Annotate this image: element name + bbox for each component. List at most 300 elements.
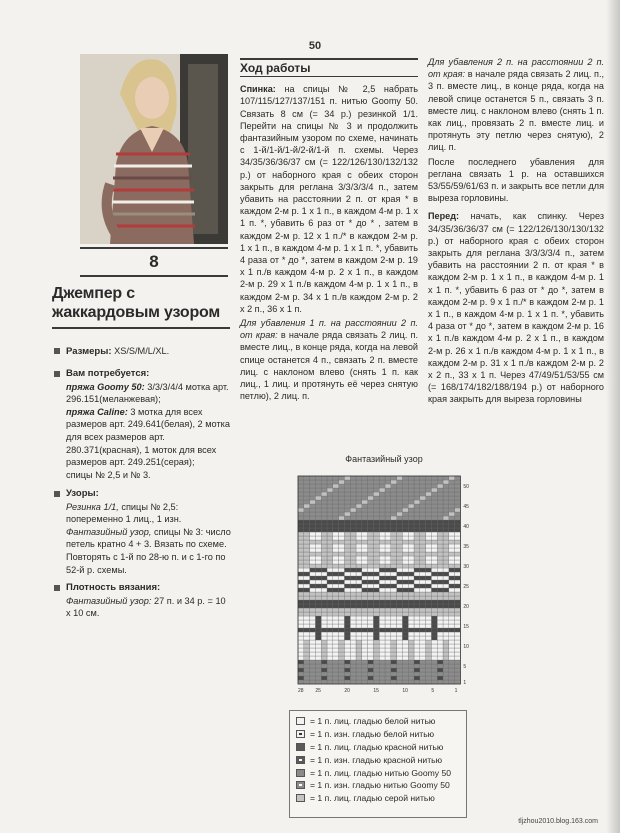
chart-cell: [310, 628, 316, 632]
chart-cell: [356, 600, 362, 604]
chart-cell: [310, 660, 316, 664]
chart-cell: [449, 524, 455, 528]
chart-cell: [431, 528, 437, 532]
chart-cell: [368, 672, 374, 676]
chart-cell: [298, 500, 304, 504]
chart-cell: [426, 500, 432, 504]
chart-cell: [310, 584, 316, 588]
chart-cell: [426, 480, 432, 484]
chart-cell: [397, 648, 403, 652]
chart-cell: [379, 524, 385, 528]
chart-cell: [350, 676, 356, 680]
chart-cell: [356, 572, 362, 576]
chart-cell: [344, 488, 350, 492]
chart-cell: [350, 536, 356, 540]
chart-cell: [402, 484, 408, 488]
chart-cell: [397, 564, 403, 568]
chart-cell: [431, 580, 437, 584]
chart-cell: [414, 500, 420, 504]
chart-cell: [431, 656, 437, 660]
chart-cell: [362, 660, 368, 664]
chart-cell: [420, 572, 426, 576]
chart-cell: [426, 576, 432, 580]
chart-cell: [339, 628, 345, 632]
chart-cell: [373, 544, 379, 548]
chart-cell: [339, 676, 345, 680]
chart-cell: [327, 560, 333, 564]
chart-cell: [315, 576, 321, 580]
chart-cell: [339, 536, 345, 540]
chart-cell: [420, 564, 426, 568]
chart-cell: [315, 620, 321, 624]
chart-cell: [327, 612, 333, 616]
chart-cell: [315, 636, 321, 640]
chart-cell: [327, 528, 333, 532]
chart-cell: [385, 620, 391, 624]
chart-cell: [321, 656, 327, 660]
chart-cell: [391, 656, 397, 660]
chart-cell: [310, 536, 316, 540]
chart-cell: [373, 508, 379, 512]
chart-cell: [402, 592, 408, 596]
chart-cell: [437, 560, 443, 564]
chart-cell: [310, 560, 316, 564]
chart-cell: [455, 644, 461, 648]
chart-cell: [443, 560, 449, 564]
chart-cell: [321, 668, 327, 672]
chart-cell: [455, 668, 461, 672]
chart-cell: [385, 528, 391, 532]
dec2-label: Для убавления 2 п. на расстоянии 2 п. от края:: [428, 57, 604, 80]
chart-cell: [333, 624, 339, 628]
chart-cell: [373, 680, 379, 684]
chart-cell: [420, 492, 426, 496]
chart-cell: [368, 656, 374, 660]
chart-cell: [339, 600, 345, 604]
chart-cell: [362, 664, 368, 668]
chart-cell: [379, 516, 385, 520]
chart-cell: [368, 568, 374, 572]
chart-cell: [315, 512, 321, 516]
chart-cell: [385, 552, 391, 556]
chart-cell: [437, 596, 443, 600]
chart-cell: [426, 516, 432, 520]
chart-cell: [379, 576, 385, 580]
legend-swatch: [296, 717, 305, 725]
chart-cell: [356, 592, 362, 596]
chart-cell: [356, 668, 362, 672]
chart-cell: [304, 672, 310, 676]
chart-cell: [420, 616, 426, 620]
chart-cell: [426, 668, 432, 672]
chart-cell: [443, 524, 449, 528]
chart-cell: [385, 624, 391, 628]
chart-cell: [455, 648, 461, 652]
chart-cell: [362, 612, 368, 616]
chart-cell: [310, 620, 316, 624]
front-label: Перед:: [428, 211, 460, 222]
chart-cell: [443, 548, 449, 552]
chart-cell: [298, 536, 304, 540]
chart-cell: [315, 552, 321, 556]
chart-cell: [414, 664, 420, 668]
legend-item: [296, 715, 466, 728]
chart-cell: [443, 588, 449, 592]
chart-cell: [402, 620, 408, 624]
chart-cell: [350, 632, 356, 636]
chart-cell: [443, 520, 449, 524]
chart-cell: [350, 652, 356, 656]
chart-cell: [426, 520, 432, 524]
chart-cell: [310, 484, 316, 488]
chart-cell: [368, 532, 374, 536]
chart-cell: [350, 532, 356, 536]
chart-cell: [449, 548, 455, 552]
chart-cell: [408, 568, 414, 572]
chart-cell: [385, 592, 391, 596]
chart-cell: [420, 660, 426, 664]
chart-cell: [443, 564, 449, 568]
chart-cell: [455, 676, 461, 680]
chart-cell: [385, 576, 391, 580]
chart-cell: [391, 640, 397, 644]
chart-row-label: 35: [463, 544, 469, 550]
chart-cell: [350, 560, 356, 564]
chart-cell: [414, 540, 420, 544]
chart-cell: [298, 532, 304, 536]
chart-cell: [443, 592, 449, 596]
chart-cell: [368, 496, 374, 500]
chart-cell: [449, 680, 455, 684]
chart-cell: [368, 480, 374, 484]
chart-cell: [321, 552, 327, 556]
chart-cell: [350, 648, 356, 652]
chart-cell: [408, 520, 414, 524]
chart-cell: [414, 644, 420, 648]
chart-cell: [420, 500, 426, 504]
chart-cell: [362, 640, 368, 644]
chart-cell: [362, 500, 368, 504]
chart-cell: [414, 536, 420, 540]
chart-cell: [420, 632, 426, 636]
chart-cell: [321, 536, 327, 540]
chart-cell: [426, 588, 432, 592]
chart-cell: [344, 600, 350, 604]
chart-cell: [437, 508, 443, 512]
chart-cell: [414, 616, 420, 620]
chart-cell: [426, 572, 432, 576]
chart-cell: [310, 636, 316, 640]
chart-cell: [321, 632, 327, 636]
chart-cell: [379, 664, 385, 668]
chart-cell: [368, 628, 374, 632]
chart-cell: [443, 496, 449, 500]
chart-cell: [310, 556, 316, 560]
chart-cell: [373, 548, 379, 552]
chart-cell: [431, 628, 437, 632]
chart-cell: [356, 648, 362, 652]
chart-cell: [391, 576, 397, 580]
chart-cell: [333, 544, 339, 548]
chart-cell: [327, 572, 333, 576]
chart-cell: [350, 604, 356, 608]
chart-cell: [350, 628, 356, 632]
chart-cell: [379, 604, 385, 608]
chart-cell: [327, 596, 333, 600]
chart-cell: [414, 572, 420, 576]
chart-cell: [455, 604, 461, 608]
chart-cell: [443, 672, 449, 676]
chart-cell: [362, 672, 368, 676]
chart-cell: [310, 552, 316, 556]
chart-cell: [414, 632, 420, 636]
chart-cell: [379, 556, 385, 560]
chart-cell: [397, 668, 403, 672]
chart-cell: [368, 544, 374, 548]
chart-cell: [391, 556, 397, 560]
chart-cell: [385, 656, 391, 660]
chart-cell: [414, 668, 420, 672]
chart-cell: [426, 476, 432, 480]
chart-cell: [350, 508, 356, 512]
dec1-text: в начале ряда связать 2 лиц. п. вместе лиц., в конце ряда, когда на левой спице останется 4 п., связать 2 п. вместе лиц. с наклоном влево (снять 1 п. как лиц., 1 лиц. и протянуть её через снятую петлю), 2 лиц. п.: [240, 330, 419, 402]
chart-cell: [397, 500, 403, 504]
chart-cell: [321, 616, 327, 620]
chart-cell: [333, 596, 339, 600]
chart-cell: [356, 640, 362, 644]
chart-cell: [362, 620, 368, 624]
chart-cell: [391, 520, 397, 524]
chart-cell: [310, 488, 316, 492]
chart-cell: [315, 580, 321, 584]
chart-cell: [397, 532, 403, 536]
chart-cell: [431, 480, 437, 484]
chart-cell: [431, 564, 437, 568]
chart-cell: [397, 664, 403, 668]
chart-cell: [397, 496, 403, 500]
chart-cell: [333, 500, 339, 504]
chart-cell: [449, 552, 455, 556]
chart-cell: [443, 636, 449, 640]
instructions-column-1: [240, 58, 418, 404]
chart-cell: [391, 516, 397, 520]
chart-cell: [344, 512, 350, 516]
scan-shadow: [606, 0, 620, 833]
chart-cell: [362, 632, 368, 636]
chart-cell: [431, 532, 437, 536]
legend-item: [296, 792, 466, 805]
chart-cell: [455, 568, 461, 572]
chart-cell: [443, 508, 449, 512]
chart-cell: [321, 544, 327, 548]
chart-cell: [362, 476, 368, 480]
chart-cell: [344, 552, 350, 556]
chart-cell: [356, 656, 362, 660]
chart-cell: [391, 664, 397, 668]
chart-cell: [339, 636, 345, 640]
chart-row-label: 1: [463, 680, 467, 686]
chart-cell: [327, 536, 333, 540]
chart-cell: [333, 664, 339, 668]
chart-cell: [373, 496, 379, 500]
chart-cell: [344, 652, 350, 656]
chart-cell: [327, 624, 333, 628]
chart-cell: [402, 668, 408, 672]
chart-cell: [339, 488, 345, 492]
legend-text: = 1 п. изн. гладью красной нитью: [310, 754, 443, 765]
chart-cell: [344, 612, 350, 616]
chart-cell: [455, 592, 461, 596]
chart-cell: [368, 524, 374, 528]
chart-cell: [356, 644, 362, 648]
chart-cell: [304, 556, 310, 560]
chart-cell: [373, 492, 379, 496]
chart-cell: [333, 504, 339, 508]
chart-cell: [420, 560, 426, 564]
chart-cell: [333, 532, 339, 536]
chart-col-label: 1: [454, 688, 458, 694]
chart-cell: [379, 512, 385, 516]
chart-cell: [443, 668, 449, 672]
chart-cell: [385, 676, 391, 680]
legend-swatch: [296, 730, 305, 738]
chart-cell: [437, 568, 443, 572]
chart-cell: [298, 616, 304, 620]
chart-cell: [420, 580, 426, 584]
chart-cell: [304, 612, 310, 616]
chart-cell: [420, 624, 426, 628]
chart-cell: [327, 628, 333, 632]
chart-cell: [397, 560, 403, 564]
chart-cell: [368, 652, 374, 656]
chart-cell: [373, 552, 379, 556]
chart-cell: [455, 640, 461, 644]
chart-cell: [443, 616, 449, 620]
chart-cell: [437, 668, 443, 672]
chart-row-label: 50: [463, 484, 469, 490]
chart-cell: [379, 484, 385, 488]
chart-cell: [368, 620, 374, 624]
chart-cell: [437, 656, 443, 660]
chart-cell: [373, 512, 379, 516]
legend-swatch: [296, 781, 305, 789]
chart-cell: [414, 636, 420, 640]
chart-cell: [420, 476, 426, 480]
chart-cell: [408, 508, 414, 512]
chart-cell: [391, 648, 397, 652]
chart-cell: [443, 572, 449, 576]
chart-cell: [315, 572, 321, 576]
chart-cell: [339, 588, 345, 592]
chart-cell: [368, 492, 374, 496]
chart-cell: [373, 624, 379, 628]
chart-cell: [443, 484, 449, 488]
chart-cell: [402, 616, 408, 620]
chart-cell: [414, 676, 420, 680]
chart-cell: [373, 584, 379, 588]
chart-cell: [420, 552, 426, 556]
chart-cell: [379, 568, 385, 572]
chart-cell: [402, 480, 408, 484]
chart-cell: [443, 608, 449, 612]
chart-cell: [414, 556, 420, 560]
chart-cell: [426, 640, 432, 644]
chart-cell: [426, 548, 432, 552]
chart-cell: [368, 680, 374, 684]
needles-text: спицы № 2,5 и № 3.: [66, 469, 151, 480]
chart-cell: [402, 664, 408, 668]
chart-cell: [402, 580, 408, 584]
chart-cell: [391, 568, 397, 572]
chart-cell: [339, 592, 345, 596]
chart-cell: [315, 660, 321, 664]
chart-cell: [304, 580, 310, 584]
chart-cell: [437, 604, 443, 608]
chart-cell: [350, 584, 356, 588]
chart-cell: [344, 604, 350, 608]
chart-cell: [397, 476, 403, 480]
chart-cell: [402, 648, 408, 652]
chart-cell: [333, 484, 339, 488]
chart-cell: [344, 672, 350, 676]
chart-cell: [408, 476, 414, 480]
chart-cell: [327, 604, 333, 608]
chart-cell: [391, 560, 397, 564]
chart-cell: [315, 648, 321, 652]
chart-cell: [356, 624, 362, 628]
chart-cell: [339, 520, 345, 524]
chart-cell: [420, 484, 426, 488]
chart-cell: [350, 488, 356, 492]
chart-cell: [373, 536, 379, 540]
chart-cell: [298, 504, 304, 508]
chart-cell: [350, 588, 356, 592]
chart-cell: [333, 600, 339, 604]
chart-cell: [373, 480, 379, 484]
chart-cell: [315, 672, 321, 676]
chart-cell: [304, 504, 310, 508]
chart-cell: [333, 492, 339, 496]
chart-cell: [420, 536, 426, 540]
chart-cell: [373, 528, 379, 532]
chart-cell: [339, 576, 345, 580]
chart-cell: [339, 548, 345, 552]
chart-cell: [431, 604, 437, 608]
chart-cell: [310, 500, 316, 504]
chart-cell: [298, 588, 304, 592]
chart-cell: [397, 600, 403, 604]
chart-cell: [379, 676, 385, 680]
chart-cell: [321, 636, 327, 640]
chart-cell: [304, 496, 310, 500]
chart-cell: [362, 540, 368, 544]
chart-cell: [385, 548, 391, 552]
chart-cell: [298, 568, 304, 572]
chart-cell: [397, 540, 403, 544]
page-number: 50: [308, 40, 322, 52]
chart-cell: [420, 612, 426, 616]
chart-cell: [315, 496, 321, 500]
chart-cell: [327, 556, 333, 560]
chart-cell: [298, 664, 304, 668]
chart-cell: [414, 656, 420, 660]
chart-cell: [327, 660, 333, 664]
chart-cell: [344, 484, 350, 488]
chart-cell: [391, 532, 397, 536]
chart-cell: [414, 588, 420, 592]
chart-cell: [339, 604, 345, 608]
materials-section: [54, 368, 232, 481]
